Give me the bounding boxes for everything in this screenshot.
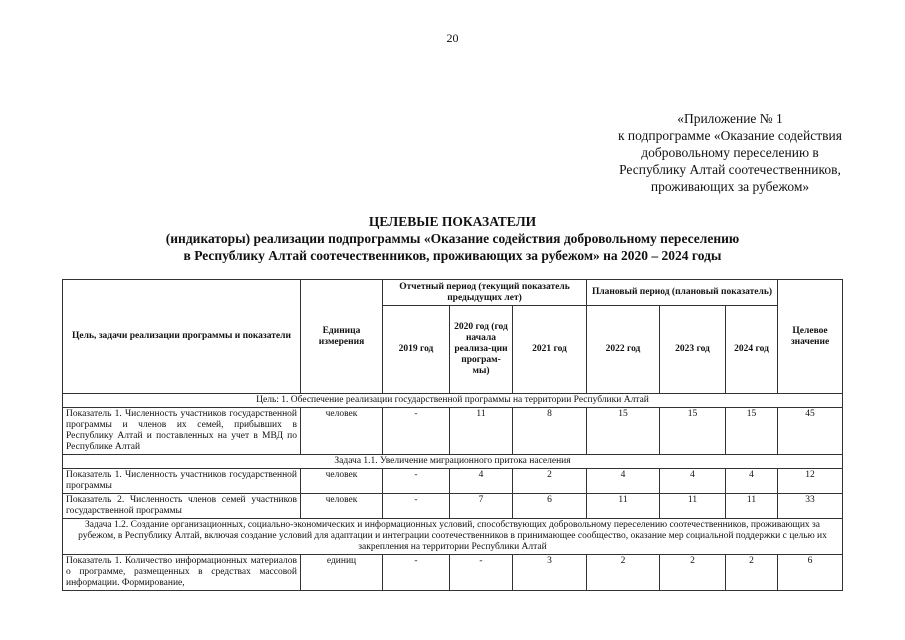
value-2024: 11 (726, 494, 778, 519)
value-target: 6 (778, 555, 843, 591)
heading-title: ЦЕЛЕВЫЕ ПОКАЗАТЕЛИ (368, 214, 537, 229)
header-reporting-period: Отчетный период (текущий показатель предыдущих лет) (383, 280, 587, 306)
header-year-2020: 2020 год (год начала реализа-ции програм-мы) (450, 306, 513, 394)
value-2019: - (383, 555, 450, 591)
value-target: 33 (778, 494, 843, 519)
table-row (63, 408, 843, 455)
value-2023: 11 (660, 494, 726, 519)
value-2023: 2 (660, 555, 726, 591)
header-year-2024: 2024 год (726, 306, 778, 394)
appendix-line: проживающих за рубежом» (650, 179, 810, 194)
task-row: Задача 1.2. Создание организационных, социально-экономических и информационных условий, способствующих добровольному переселению соотечественников, проживающих за рубежом, в Республику Алтай, включая создание условий для адаптации и интеграции соотечественников в принимающее сообщество, оказание мер социальной поддержки с целью их закрепления на территории Республики Алтай (63, 519, 843, 555)
appendix-line: к подпрограмме «Оказание содействия (618, 128, 842, 143)
table-row (63, 494, 843, 519)
value-2024: 4 (726, 469, 778, 494)
value-2020: 4 (450, 469, 513, 494)
indicator-unit: человек (301, 408, 383, 455)
value-2022: 4 (587, 469, 660, 494)
value-2023: 4 (660, 469, 726, 494)
page-number: 20 (446, 31, 459, 45)
heading-line: в Республику Алтай соотечественников, проживающих за рубежом» на 2020 – 2024 годы (183, 248, 722, 263)
value-2021: 2 (513, 469, 587, 494)
indicator-name: Показатель 1. Численность участников государственной программы и членов их семей, прибывших в Республику Алтай и поставленных на учет в МВД по Республике Алтай (63, 408, 301, 455)
indicator-name: Показатель 1. Количество информационных материалов о программе, размещенных в средствах массовой информации. Формирование, (63, 555, 301, 591)
task-row: Задача 1.1. Увеличение миграционного притока населения (63, 455, 843, 469)
value-2022: 11 (587, 494, 660, 519)
indicator-unit: человек (301, 494, 383, 519)
document-heading (0, 213, 905, 264)
value-2021: 8 (513, 408, 587, 455)
value-target: 45 (778, 408, 843, 455)
header-year-2023: 2023 год (660, 306, 726, 394)
appendix-line: Республику Алтай соотечественников, (619, 162, 841, 177)
heading-line: (индикаторы) реализации подпрограммы «Оказание содействия добровольному переселению (165, 231, 740, 246)
appendix-line: «Приложение № 1 (677, 111, 783, 126)
header-goal: Цель, задачи реализации программы и показатели (63, 280, 301, 394)
value-2020: 11 (450, 408, 513, 455)
value-2020: - (450, 555, 513, 591)
header-target: Целевое значение (778, 280, 843, 394)
indicator-unit: человек (301, 469, 383, 494)
value-2024: 15 (726, 408, 778, 455)
value-2024: 2 (726, 555, 778, 591)
appendix-note (560, 110, 900, 195)
indicators-table (62, 279, 843, 591)
value-2023: 15 (660, 408, 726, 455)
value-2019: - (383, 408, 450, 455)
value-2019: - (383, 469, 450, 494)
value-2021: 6 (513, 494, 587, 519)
header-year-2021: 2021 год (513, 306, 587, 394)
indicator-unit: единиц (301, 555, 383, 591)
value-2022: 15 (587, 408, 660, 455)
value-2022: 2 (587, 555, 660, 591)
value-2021: 3 (513, 555, 587, 591)
appendix-line: добровольному переселению в (641, 145, 819, 160)
value-2020: 7 (450, 494, 513, 519)
value-2019: - (383, 494, 450, 519)
table-row (63, 469, 843, 494)
indicator-name: Показатель 1. Численность участников государственной программы (63, 469, 301, 494)
table-row (63, 555, 843, 591)
header-year-2022: 2022 год (587, 306, 660, 394)
header-year-2019: 2019 год (383, 306, 450, 394)
goal-row: Цель: 1. Обеспечение реализации государственной программы на территории Республики Алтай (63, 394, 843, 408)
indicator-name: Показатель 2. Численность членов семей участников государственной программы (63, 494, 301, 519)
header-planned-period: Плановый период (плановый показатель) (587, 280, 778, 306)
value-target: 12 (778, 469, 843, 494)
header-unit: Единица измерения (301, 280, 383, 394)
